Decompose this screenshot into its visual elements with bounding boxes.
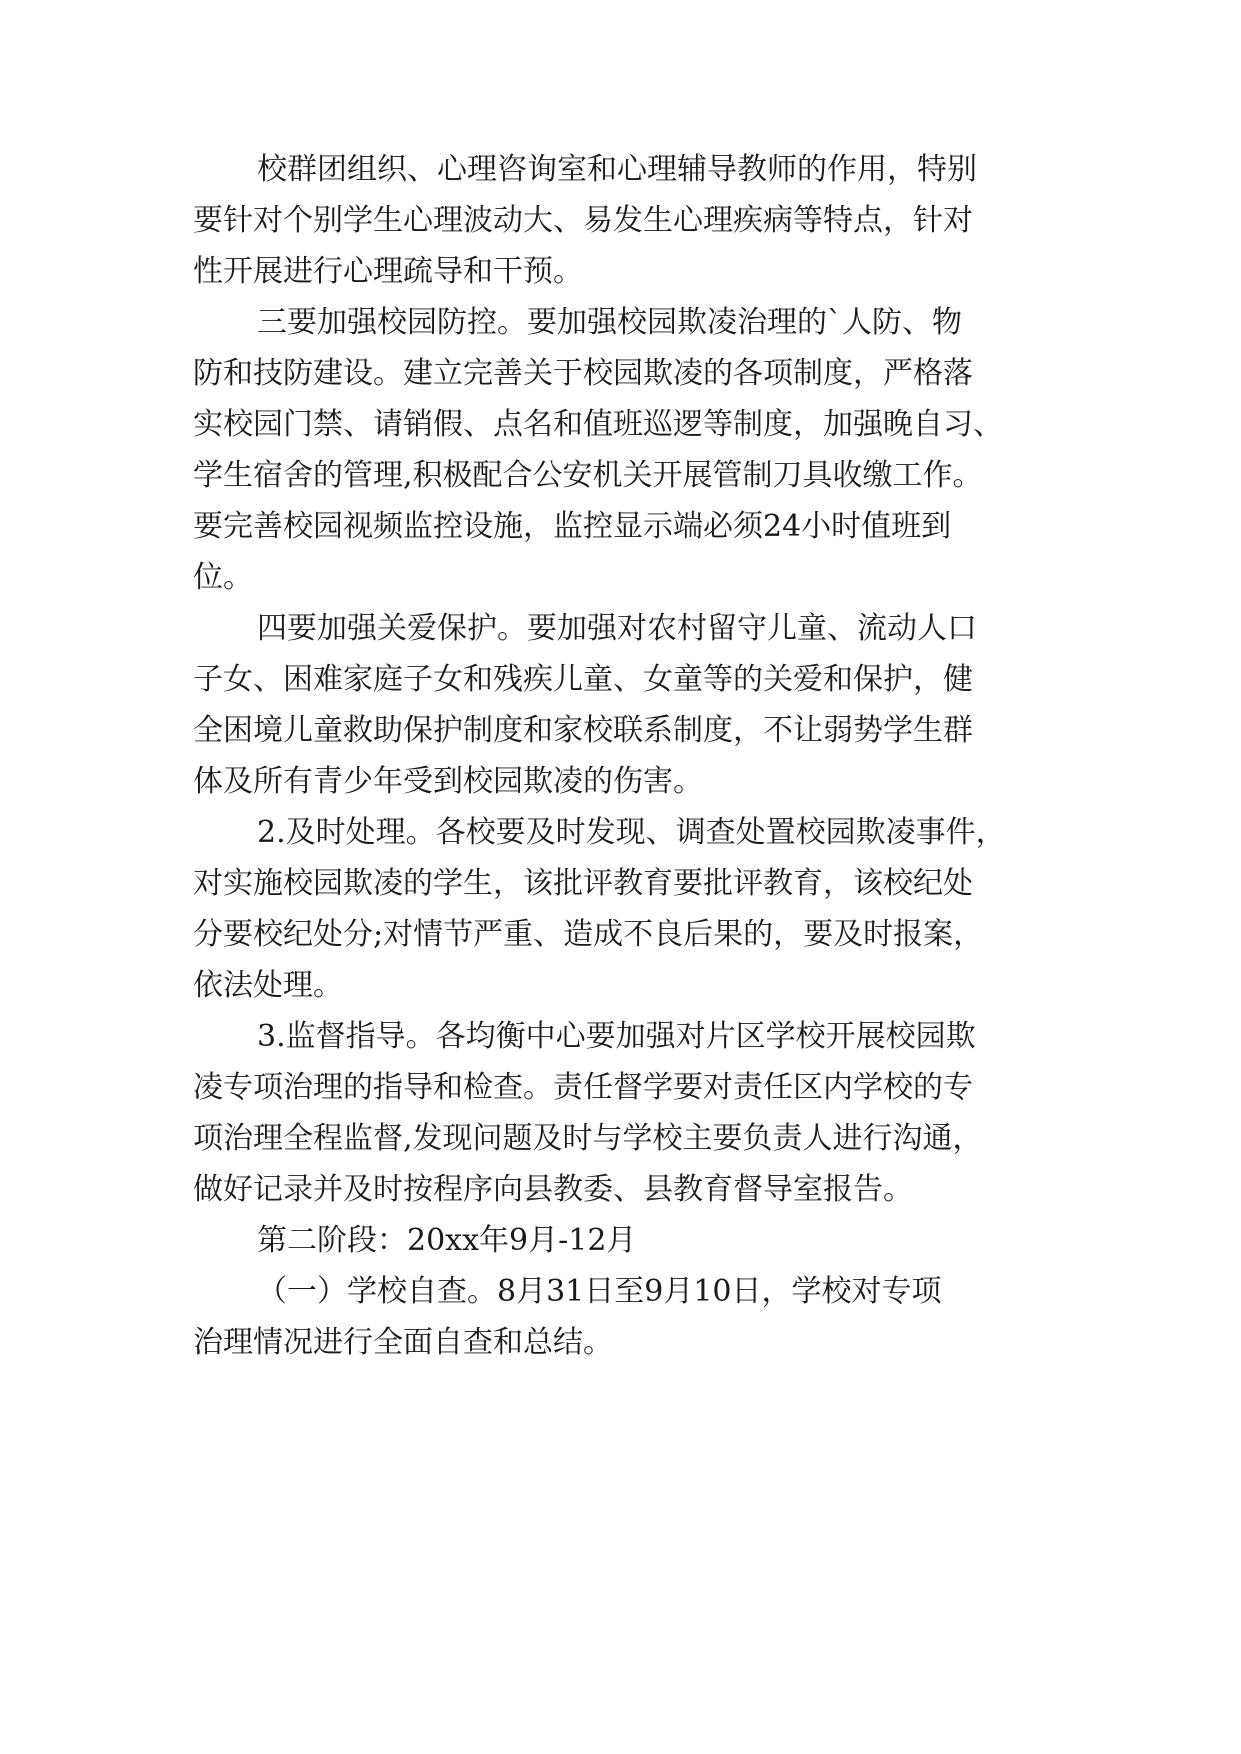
text-line: 实校园门禁、请销假、点名和值班巡逻等制度，加强晚自习、 [193, 407, 1003, 442]
text-line: 要完善校园视频监控设施，监控显示端必须24小时值班到 [193, 509, 952, 544]
text-line: 三要加强校园防控。要加强校园欺凌治理的`人防、物 [257, 305, 962, 340]
text-line: 位。 [193, 560, 253, 595]
text-line: 全困境儿童救助保护制度和家校联系制度，不让弱势学生群 [193, 713, 973, 748]
text-line: 凌专项治理的指导和检查。责任督学要对责任区内学校的专 [193, 1070, 973, 1105]
text-line: 依法处理。 [193, 968, 343, 1003]
text-line: 项治理全程监督,发现问题及时与学校主要负责人进行沟通， [193, 1121, 983, 1156]
text-line: 做好记录并及时按程序向县教委、县教育督导室报告。 [193, 1172, 913, 1207]
text-line: 治理情况进行全面自查和总结。 [193, 1325, 613, 1360]
section-heading: 第二阶段：20xx年9月-12月 [257, 1223, 637, 1258]
text-line: 对实施校园欺凌的学生，该批评教育要批评教育，该校纪处 [193, 866, 973, 901]
text-line: 体及所有青少年受到校园欺凌的伤害。 [193, 764, 703, 799]
text-line: 要针对个别学生心理波动大、易发生心理疾病等特点，针对 [193, 203, 973, 238]
text-line: 校群团组织、心理咨询室和心理辅导教师的作用，特别 [257, 152, 977, 187]
text-line: （一）学校自查。8月31日至9月10日，学校对专项 [257, 1274, 942, 1309]
text-line: 子女、困难家庭子女和残疾儿童、女童等的关爱和保护，健 [193, 662, 973, 697]
text-line: 分要校纪处分;对情节严重、造成不良后果的，要及时报案， [193, 917, 984, 952]
text-line: 四要加强关爱保护。要加强对农村留守儿童、流动人口 [257, 611, 977, 646]
text-line: 学生宿舍的管理,积极配合公安机关开展管制刀具收缴工作。 [193, 458, 983, 493]
text-line: 2.及时处理。各校要及时发现、调查处置校园欺凌事件， [257, 815, 1006, 850]
text-line: 3.监督指导。各均衡中心要加强对片区学校开展校园欺 [257, 1019, 976, 1054]
text-line: 防和技防建设。建立完善关于校园欺凌的各项制度，严格落 [193, 356, 973, 391]
text-line: 性开展进行心理疏导和干预。 [193, 254, 583, 289]
